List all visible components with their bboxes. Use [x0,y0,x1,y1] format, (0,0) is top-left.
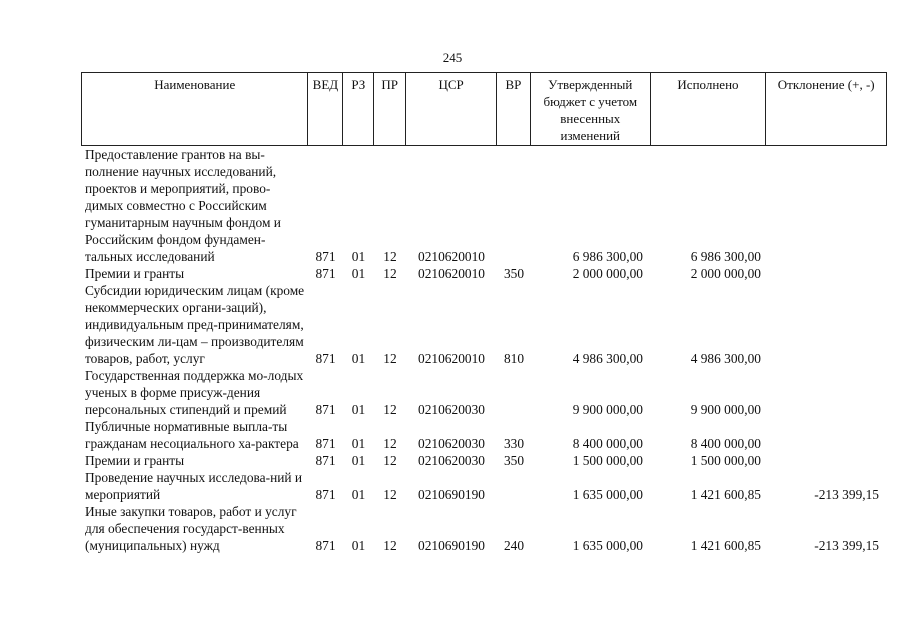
row-csr: 0210620030 [418,453,485,468]
row-csr: 0210690190 [418,487,485,502]
row-budget: 6 986 300,00 [572,249,643,264]
row-rz: 01 [351,538,366,553]
page-number: 245 [442,50,463,65]
row-name: Премии и гранты [85,266,185,281]
row-name: Публичные нормативные выпла-ты гражданам несоциального ха-рактера [85,419,299,451]
row-rz: 01 [351,453,366,468]
header-vr: ВР [497,73,531,145]
row-pr: 12 [383,402,397,417]
row-budget: 1 635 000,00 [572,487,643,502]
row-deviation: -213 399,15 [814,538,879,553]
header-budget: Утвержденный бюджет с учетом внесенных изменений [531,73,651,145]
row-csr: 0210620030 [418,402,485,417]
row-ved: 871 [315,487,336,502]
row-name: Субсидии юридическим лицам (кроме некоммерческих органи-заций), индивидуальным пред-принимателям, физическим ли-цам – производителям товаров, работ, услуг [85,283,305,366]
row-ved: 871 [315,351,336,366]
row-ved: 871 [315,402,336,417]
row-pr: 12 [383,351,397,366]
row-rz: 01 [351,402,366,417]
row-csr: 0210620010 [418,351,485,366]
row-ved: 871 [315,266,336,281]
header-deviation: Отклонение (+, -) [777,77,875,92]
row-budget: 8 400 000,00 [572,436,643,451]
table-row [81,452,887,469]
row-budget: 2 000 000,00 [572,266,643,281]
table-row [81,146,887,265]
row-pr: 12 [383,538,397,553]
row-ved: 871 [315,453,336,468]
table-row [81,367,887,418]
row-executed: 9 900 000,00 [690,402,761,417]
header-rz: РЗ [343,73,374,145]
row-csr: 0210620010 [418,249,485,264]
row-vr: 810 [503,351,525,366]
row-budget: 1 500 000,00 [572,453,643,468]
row-vr: 350 [503,266,525,281]
header-csr: ЦСР [406,73,497,145]
row-rz: 01 [351,351,366,366]
row-executed: 6 986 300,00 [690,249,761,264]
row-pr: 12 [383,249,397,264]
row-executed: 1 500 000,00 [690,453,761,468]
row-rz: 01 [351,266,366,281]
row-csr: 0210620030 [418,436,485,451]
row-ved: 871 [315,249,336,264]
row-pr: 12 [383,487,397,502]
row-executed: 4 986 300,00 [690,351,761,366]
row-executed: 2 000 000,00 [690,266,761,281]
row-budget: 1 635 000,00 [572,538,643,553]
header-ved: ВЕД [308,73,343,145]
row-name: Предоставление грантов на вы-полнение научных исследований, проектов и мероприятий, прово-димых совместно с Российским гуманитарным научным фондом и Российским фондом фундамен-тальных исследований [85,147,281,264]
row-pr: 12 [383,453,397,468]
table-row [81,503,887,554]
table-row [81,265,887,282]
row-name: Проведение научных исследова-ний и мероприятий [85,470,303,502]
row-executed: 1 421 600,85 [690,538,761,553]
row-rz: 01 [351,249,366,264]
row-name: Премии и гранты [85,453,185,468]
row-csr: 0210620010 [418,266,485,281]
row-vr: 240 [503,538,525,553]
row-name: Иные закупки товаров, работ и услуг для обеспечения государст-венных (муниципальных) нужд [85,504,297,553]
table-row [81,469,887,503]
row-csr: 0210690190 [418,538,485,553]
row-deviation: -213 399,15 [814,487,879,502]
row-vr: 330 [503,436,525,451]
table-row [81,282,887,367]
header-pr: ПР [374,73,406,145]
row-executed: 1 421 600,85 [690,487,761,502]
header-executed: Исполнено [651,73,767,145]
row-name: Государственная поддержка мо-лодых ученых в форме присуж-дения персональных стипендий и премий [85,368,304,417]
row-budget: 9 900 000,00 [572,402,643,417]
table-row [81,418,887,452]
header-name: Наименование [82,73,308,145]
row-vr: 350 [503,453,525,468]
row-ved: 871 [315,538,336,553]
table-body [81,146,887,554]
table-header [81,72,887,146]
row-pr: 12 [383,436,397,451]
row-rz: 01 [351,487,366,502]
row-pr: 12 [383,266,397,281]
row-executed: 8 400 000,00 [690,436,761,451]
row-budget: 4 986 300,00 [572,351,643,366]
row-rz: 01 [351,436,366,451]
row-ved: 871 [315,436,336,451]
